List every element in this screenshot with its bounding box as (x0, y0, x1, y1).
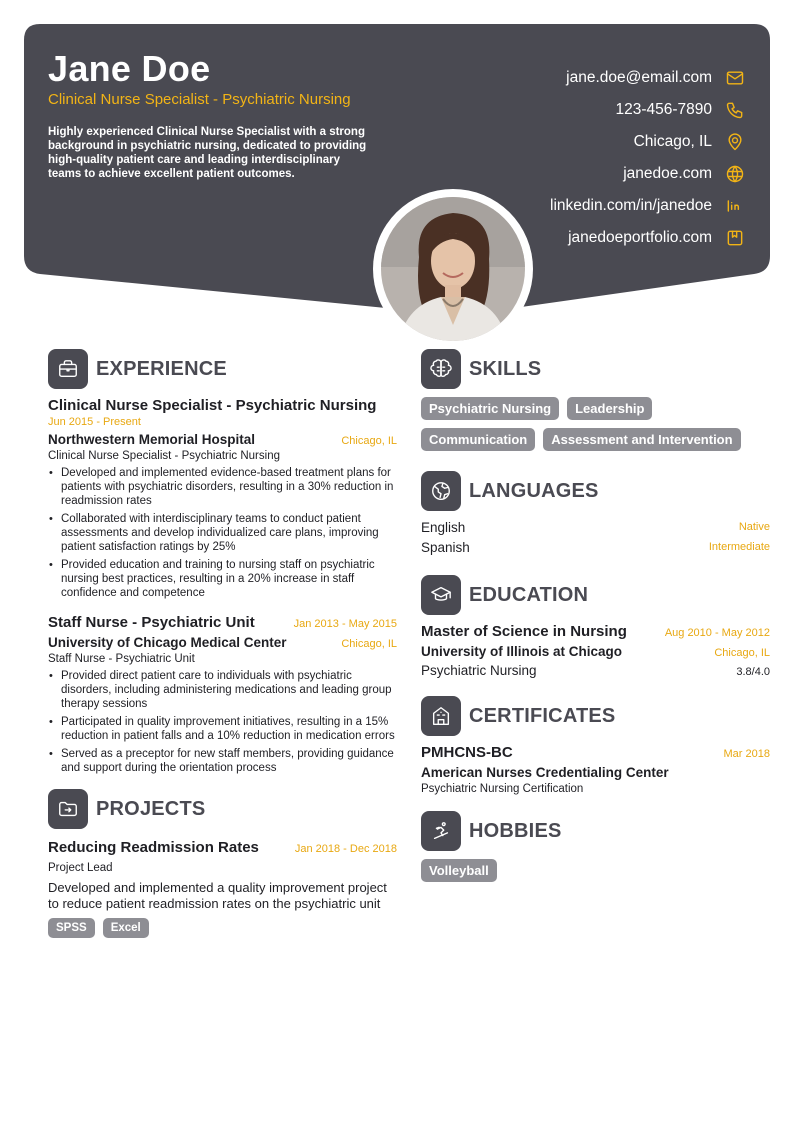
contact-website-text[interactable]: janedoe.com (623, 165, 712, 182)
skills-title: SKILLS (469, 357, 542, 380)
skills-list (421, 397, 770, 451)
briefcase-icon (48, 349, 88, 389)
contact-location (416, 126, 746, 158)
degree: Master of Science in Nursing (421, 623, 627, 640)
skill-tag: Communication (421, 428, 535, 451)
globe-icon (724, 163, 746, 185)
certificate-building-icon (421, 696, 461, 736)
language-level: Native (738, 521, 770, 533)
linkedin-icon (724, 195, 746, 217)
languages-header (421, 471, 770, 511)
candidate-role: Clinical Nurse Specialist - Psychiatric Nursing (48, 91, 351, 108)
profile-photo (381, 197, 525, 341)
language-name: Spanish (421, 539, 470, 555)
languages-title: LANGUAGES (469, 479, 599, 502)
job-bullets (48, 466, 397, 600)
project-dates: Jan 2018 - Dec 2018 (294, 843, 397, 855)
right-column (421, 349, 770, 882)
education-header (421, 575, 770, 615)
projects-title: PROJECTS (96, 797, 206, 820)
bullet-item: • Developed and implemented evidence-based treatment plans for patients with psychiatric disorders, resulting in a 30% reduction in readmission rates (48, 466, 397, 508)
project-role: Project Lead (48, 862, 113, 874)
left-column (48, 349, 397, 950)
phone-icon (724, 99, 746, 121)
globe-language-icon (421, 471, 461, 511)
contact-phone[interactable] (416, 94, 746, 126)
job-title: Clinical Nurse Specialist - Psychiatric Nursing (48, 397, 377, 414)
location-pin-icon (724, 131, 746, 153)
experience-item (48, 614, 397, 775)
school-location: Chicago, IL (714, 647, 770, 659)
project-name: Reducing Readmission Rates (48, 839, 259, 856)
contact-portfolio-text[interactable]: janedoeportfolio.com (568, 229, 712, 246)
skill-tag: Assessment and Intervention (543, 428, 740, 451)
job-location: Chicago, IL (341, 638, 397, 650)
projects-header (48, 789, 397, 829)
languages-list (421, 517, 770, 557)
job-subtitle: Staff Nurse - Psychiatric Unit (48, 653, 195, 665)
education-item (421, 623, 770, 678)
experience-item (48, 397, 397, 600)
field-of-study: Psychiatric Nursing (421, 663, 537, 678)
project-description: Developed and implemented a quality improvement project to reduce patient readmission rates on the psychiatric unit (48, 880, 387, 911)
candidate-name: Jane Doe (48, 48, 211, 89)
hobbies-list (421, 859, 770, 882)
bullet-item: • Collaborated with interdisciplinary teams to conduct patient assessments and develop individualized care plans, improving patient satisfaction ratings by 25% (48, 512, 397, 554)
bullet-item: • Provided education and training to nursing staff on psychiatric nursing best practices, resulting in a 20% increase in staff confidence and competence (48, 558, 397, 600)
certificate-name: PMHCNS-BC (421, 744, 513, 761)
skill-tag: Psychiatric Nursing (421, 397, 559, 420)
contact-linkedin-text[interactable]: linkedin.com/in/janedoe (550, 197, 712, 214)
bullet-item: • Provided direct patient care to individuals with psychiatric disorders, including administering medications and leading group therapy sessions (48, 669, 397, 711)
job-bullets (48, 669, 397, 775)
gpa: 3.8/4.0 (736, 666, 770, 678)
language-row (421, 537, 770, 557)
bullet-item: • Served as a preceptor for new staff members, providing guidance and support during the orientation process (48, 747, 397, 775)
experience-title: EXPERIENCE (96, 357, 227, 380)
hobby-tag: Volleyball (421, 859, 497, 882)
project-item (48, 839, 397, 938)
job-dates: Jan 2013 - May 2015 (293, 618, 397, 630)
job-subtitle: Clinical Nurse Specialist - Psychiatric Nursing (48, 450, 280, 462)
contact-email-text[interactable]: jane.doe@email.com (566, 69, 712, 86)
certificate-item (421, 744, 770, 795)
graduation-cap-icon (421, 575, 461, 615)
skills-header (421, 349, 770, 389)
certificates-title: CERTIFICATES (469, 704, 616, 727)
job-company: Northwestern Memorial Hospital (48, 432, 256, 447)
project-tags (48, 918, 397, 938)
education-title: EDUCATION (469, 583, 589, 606)
job-dates: Jun 2015 - Present (48, 416, 141, 428)
language-level: Intermediate (708, 541, 770, 553)
job-location: Chicago, IL (341, 435, 397, 447)
job-company: University of Chicago Medical Center (48, 635, 287, 650)
bullet-item: • Participated in quality improvement initiatives, resulting in a 15% reduction in patient falls and a 10% reduction in medication errors (48, 715, 397, 743)
contact-email[interactable] (416, 62, 746, 94)
contact-website[interactable] (416, 158, 746, 190)
school: University of Illinois at Chicago (421, 644, 623, 659)
certificate-description: Psychiatric Nursing Certification (421, 783, 584, 795)
hobbies-title: HOBBIES (469, 819, 562, 842)
certificate-issuer: American Nurses Credentialing Center (421, 765, 669, 780)
contact-phone-text[interactable]: 123-456-7890 (615, 101, 712, 118)
profile-summary: Highly experienced Clinical Nurse Specialist with a strong background in psychiatric nursing, dedicated to providing high-quality patient care and leading interdisciplinary teams to achieve excellent patient outcomes. (48, 126, 367, 180)
portfolio-icon (724, 227, 746, 249)
tool-tag: Excel (103, 918, 149, 938)
skill-tag: Leadership (567, 397, 652, 420)
hobbies-header (421, 811, 770, 851)
skiing-icon (421, 811, 461, 851)
language-row (421, 517, 770, 537)
mail-icon (724, 67, 746, 89)
contact-location-text: Chicago, IL (633, 133, 712, 150)
brain-icon (421, 349, 461, 389)
job-title: Staff Nurse - Psychiatric Unit (48, 614, 255, 631)
tool-tag: SPSS (48, 918, 95, 938)
language-name: English (421, 519, 466, 535)
certificate-date: Mar 2018 (723, 748, 770, 760)
education-dates: Aug 2010 - May 2012 (664, 627, 770, 639)
folder-icon (48, 789, 88, 829)
experience-header (48, 349, 397, 389)
certificates-header (421, 696, 770, 736)
